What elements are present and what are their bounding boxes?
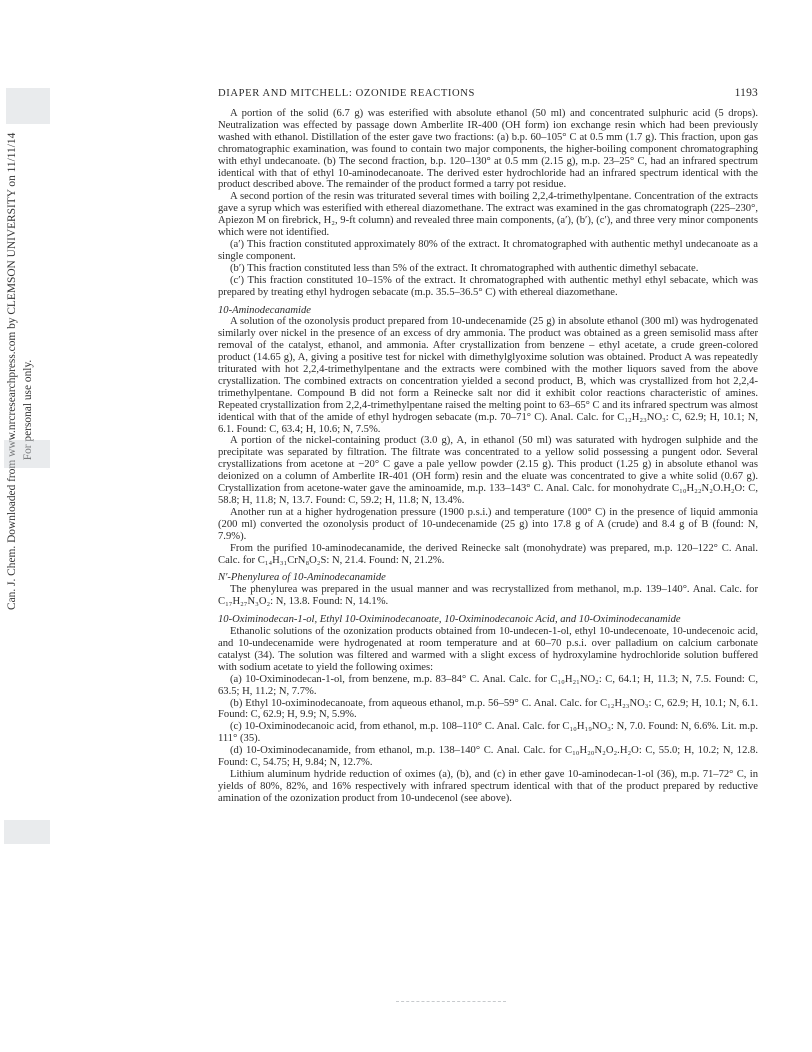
paragraph-esterification: A portion of the solid (6.7 g) was esterified with absolute ethanol (50 ml) and concentrated sulphuric acid (5 drops). Neutralization was effected by passage down Amberlite IR-400 (OH form) ion exchange resin which had been previously washed with ethanol. Distillation of the ester gave two fractions: (a) b.p. 60–105° C at 0.5 mm (1.7 g). This fraction, upon gas chromatographic examination, was found to contain two major components, the higher-boiling component chromatographing with ethyl undecanoate. (b) The second fraction, b.p. 120–130° at 0.5 mm (2.15 g), m.p. 23–25° C, had an infrared spectrum identical with that of ethyl 10-aminodecanoate. The derived ester hydrochloride had an infrared spectrum identical with the product described above. The remainder of the product formed a tarry pot residue. xyxy=(218,108,758,191)
paragraph-lah-reduction: Lithium aluminum hydride reduction of oximes (a), (b), and (c) in ether gave 10-aminodecan-1-ol (36), m.p. 71–72° C, in yields of 80%, 82%, and 16% respectively with infrared spectrum identical with that of the product prepared by reductive amination of the ozonization product from 10-undecenol (see above). xyxy=(218,768,758,804)
paragraph-nickel-product: A portion of the nickel-containing product (3.0 g), A, in ethanol (50 ml) was saturated with hydrogen sulphide and the precipitate was separated by filtration. The filtrate was concentrated to a yellow solid possessing a pungent odor. Several crystallizations from acetone at −20° C gave a pale yellow powder (2.15 g). This product (1.25 g) in absolute ethanol was deionized on a column of Amberlite IR-401 (OH form) resin and the eluate was concentrated to give a white solid (0.67 g). Crystallization from acetone-water gave the aminoamide, m.p. 133–143° C. Anal. Calc. for monohydrate C₁₀H₂₂N₂O.H₂O: C, 58.8; H, 11.8; N, 13.7. Found: C, 59.2; H, 11.8; N, 13.4%. xyxy=(218,435,758,506)
paragraph-fraction-a-prime: (a′) This fraction constituted approximately 80% of the extract. It chromatographed with authentic methyl undecanoate as a single component. xyxy=(218,238,758,262)
section-heading-aminodecanamide: 10-Aminodecanamide xyxy=(218,304,311,316)
running-title: DIAPER AND MITCHELL: OZONIDE REACTIONS xyxy=(218,88,476,99)
paragraph-oximes-intro: Ethanolic solutions of the ozonization products obtained from 10-undecen-1-ol, ethyl 10-undecenoate, 10-undecenoic acid, and 10-undecenamide were hydrogenated at room temperature and at 60–70 p.s.i. over palladium on calcium carbonate catalyst (34). The solution was filtered and warmed with a slight excess of hydroxylamine hydrochloride solution buffered with sodium acetate to yield the following oximes: xyxy=(218,626,758,673)
paragraph-fraction-c-prime: (c′) This fraction constituted 10–15% of the extract. It chromatographed with authentic methyl ethyl sebacate, which was prepared by treating ethyl hydrogen sebacate (m.p. 35.5–36.5° C) with ethereal diazomethane. xyxy=(218,274,758,298)
paragraph-ozonolysis-hydrogenation: A solution of the ozonolysis product prepared from 10-undecenamide (25 g) in absolute ethanol (300 ml) was hydrogenated similarly over nickel in the presence of an excess of dry ammonia. The product was obtained as a green semisolid mass after removal of the catalyst, ethanol, and ammonia. After crystallization from benzene – ethyl acetate, a crude green-colored product (14.65 g), A, giving a positive test for nickel with dimethylglyoxime solution was obtained. Product A was repeatedly triturated with hot 2,2,4-trimethylpentane and the extracts were combined with the mother liquors saved from the above crystallization. The combined extracts on concentration yielded a second product, B, which was crystallized from hot 2,2,4-trimethylpentane. Compound B did not form a Reinecke salt nor did it exhibit color reactions characteristic of amines. Repeated crystallization from 2,2,4-trimethylpentane raised the melting point to 63–65° C and its infrared spectrum was almost identical with that of the amide of ethyl hydrogen sebacate (m.p. 70–71° C). Anal. Calc. for C₁₂H₂₃NO₃: C, 62.9; H, 10.1; N, 6.1. Found: C, 63.4; H, 10.6; N, 7.5%. xyxy=(218,316,758,435)
watermark-line-personal-use: For personal use only. xyxy=(22,359,34,461)
download-watermark xyxy=(4,132,44,610)
scan-artifact-dashes xyxy=(396,1001,506,1003)
watermark-line-download: Can. J. Chem. Downloaded from www.nrcresearchpress.com by CLEMSON UNIVERSITY on 11/11/14 xyxy=(6,132,18,610)
paragraph-reinecke-salt: From the purified 10-aminodecanamide, the derived Reinecke salt (monohydrate) was prepared, m.p. 120–122° C. Anal. Calc. for C₁₄H₃₁CrN₈O₂S: N, 21.4. Found: N, 21.2%. xyxy=(218,542,758,566)
scan-noise-top xyxy=(6,88,50,124)
paragraph-phenylurea: The phenylurea was prepared in the usual manner and was recrystallized from methanol, m.p. 139–140°. Anal. Calc. for C₁₇H₂₇N₃O₂: N, 13.8. Found: N, 14.1%. xyxy=(218,584,758,608)
paragraph-oxime-b: (b) Ethyl 10-oximinodecanoate, from aqueous ethanol, m.p. 56–59° C. Anal. Calc. for C₁₂H₂₃NO₃: C, 62.9; H, 10.1; N, 6.1. Found: C, 62.9; H, 9.9; N, 5.9%. xyxy=(218,697,758,721)
article-body xyxy=(218,108,758,805)
paragraph-high-pressure-run: Another run at a higher hydrogenation pressure (1900 p.s.i.) and temperature (100° C) in the presence of liquid ammonia (200 ml) converted the ozonolysis product of 10-undecenamide (25 g) into 17.8 g of A (crude) and 8.4 g of B (found: N, 7.9%). xyxy=(218,506,758,542)
paragraph-oxime-c: (c) 10-Oximinodecanoic acid, from ethanol, m.p. 108–110° C. Anal. Calc. for C₁₀H₁₉NO₃: N, 7.0. Found: N, 6.6%. Lit. m.p. 111° (35). xyxy=(218,721,758,745)
running-header xyxy=(218,88,758,99)
paragraph-oxime-a: (a) 10-Oximinodecan-1-ol, from benzene, m.p. 83–84° C. Anal. Calc. for C₁₀H₂₁NO₂: C, 64.1; H, 11.3; N, 7.5. Found: C, 63.5; H, 11.2; N, 7.7%. xyxy=(218,673,758,697)
download-watermark-text xyxy=(4,132,44,610)
page-number: 1193 xyxy=(734,87,758,99)
paragraph-oxime-d: (d) 10-Oximinodecanamide, from ethanol, m.p. 138–140° C. Anal. Calc. for C₁₀H₂₀N₂O₂.H₂O: C, 55.0; H, 10.2; N, 12.8. Found: C, 54.75; H, 9.84; N, 12.7%. xyxy=(218,745,758,769)
section-heading-oximes: 10-Oximinodecan-1-ol, Ethyl 10-Oximinodecanoate, 10-Oximinodecanoic Acid, and 10-Oximinodecanamide xyxy=(218,614,681,626)
paragraph-fraction-b-prime: (b′) This fraction constituted less than 5% of the extract. It chromatographed with authentic dimethyl sebacate. xyxy=(230,262,699,274)
section-heading-phenylurea: N′-Phenylurea of 10-Aminodecanamide xyxy=(218,572,386,584)
scan-noise-bottom xyxy=(4,820,50,844)
paragraph-resin-trituration: A second portion of the resin was triturated several times with boiling 2,2,4-trimethylpentane. Concentration of the extracts gave a syrup which was esterified with ethereal diazomethane. The extract was examined in the gas chromatograph (225–230°, Apiezon M on firebrick, H₂, 9-ft column) and revealed three main components, (a′), (b′), (c′), and three very minor components which were not identified. xyxy=(218,191,758,239)
scan-noise-middle xyxy=(4,440,50,468)
